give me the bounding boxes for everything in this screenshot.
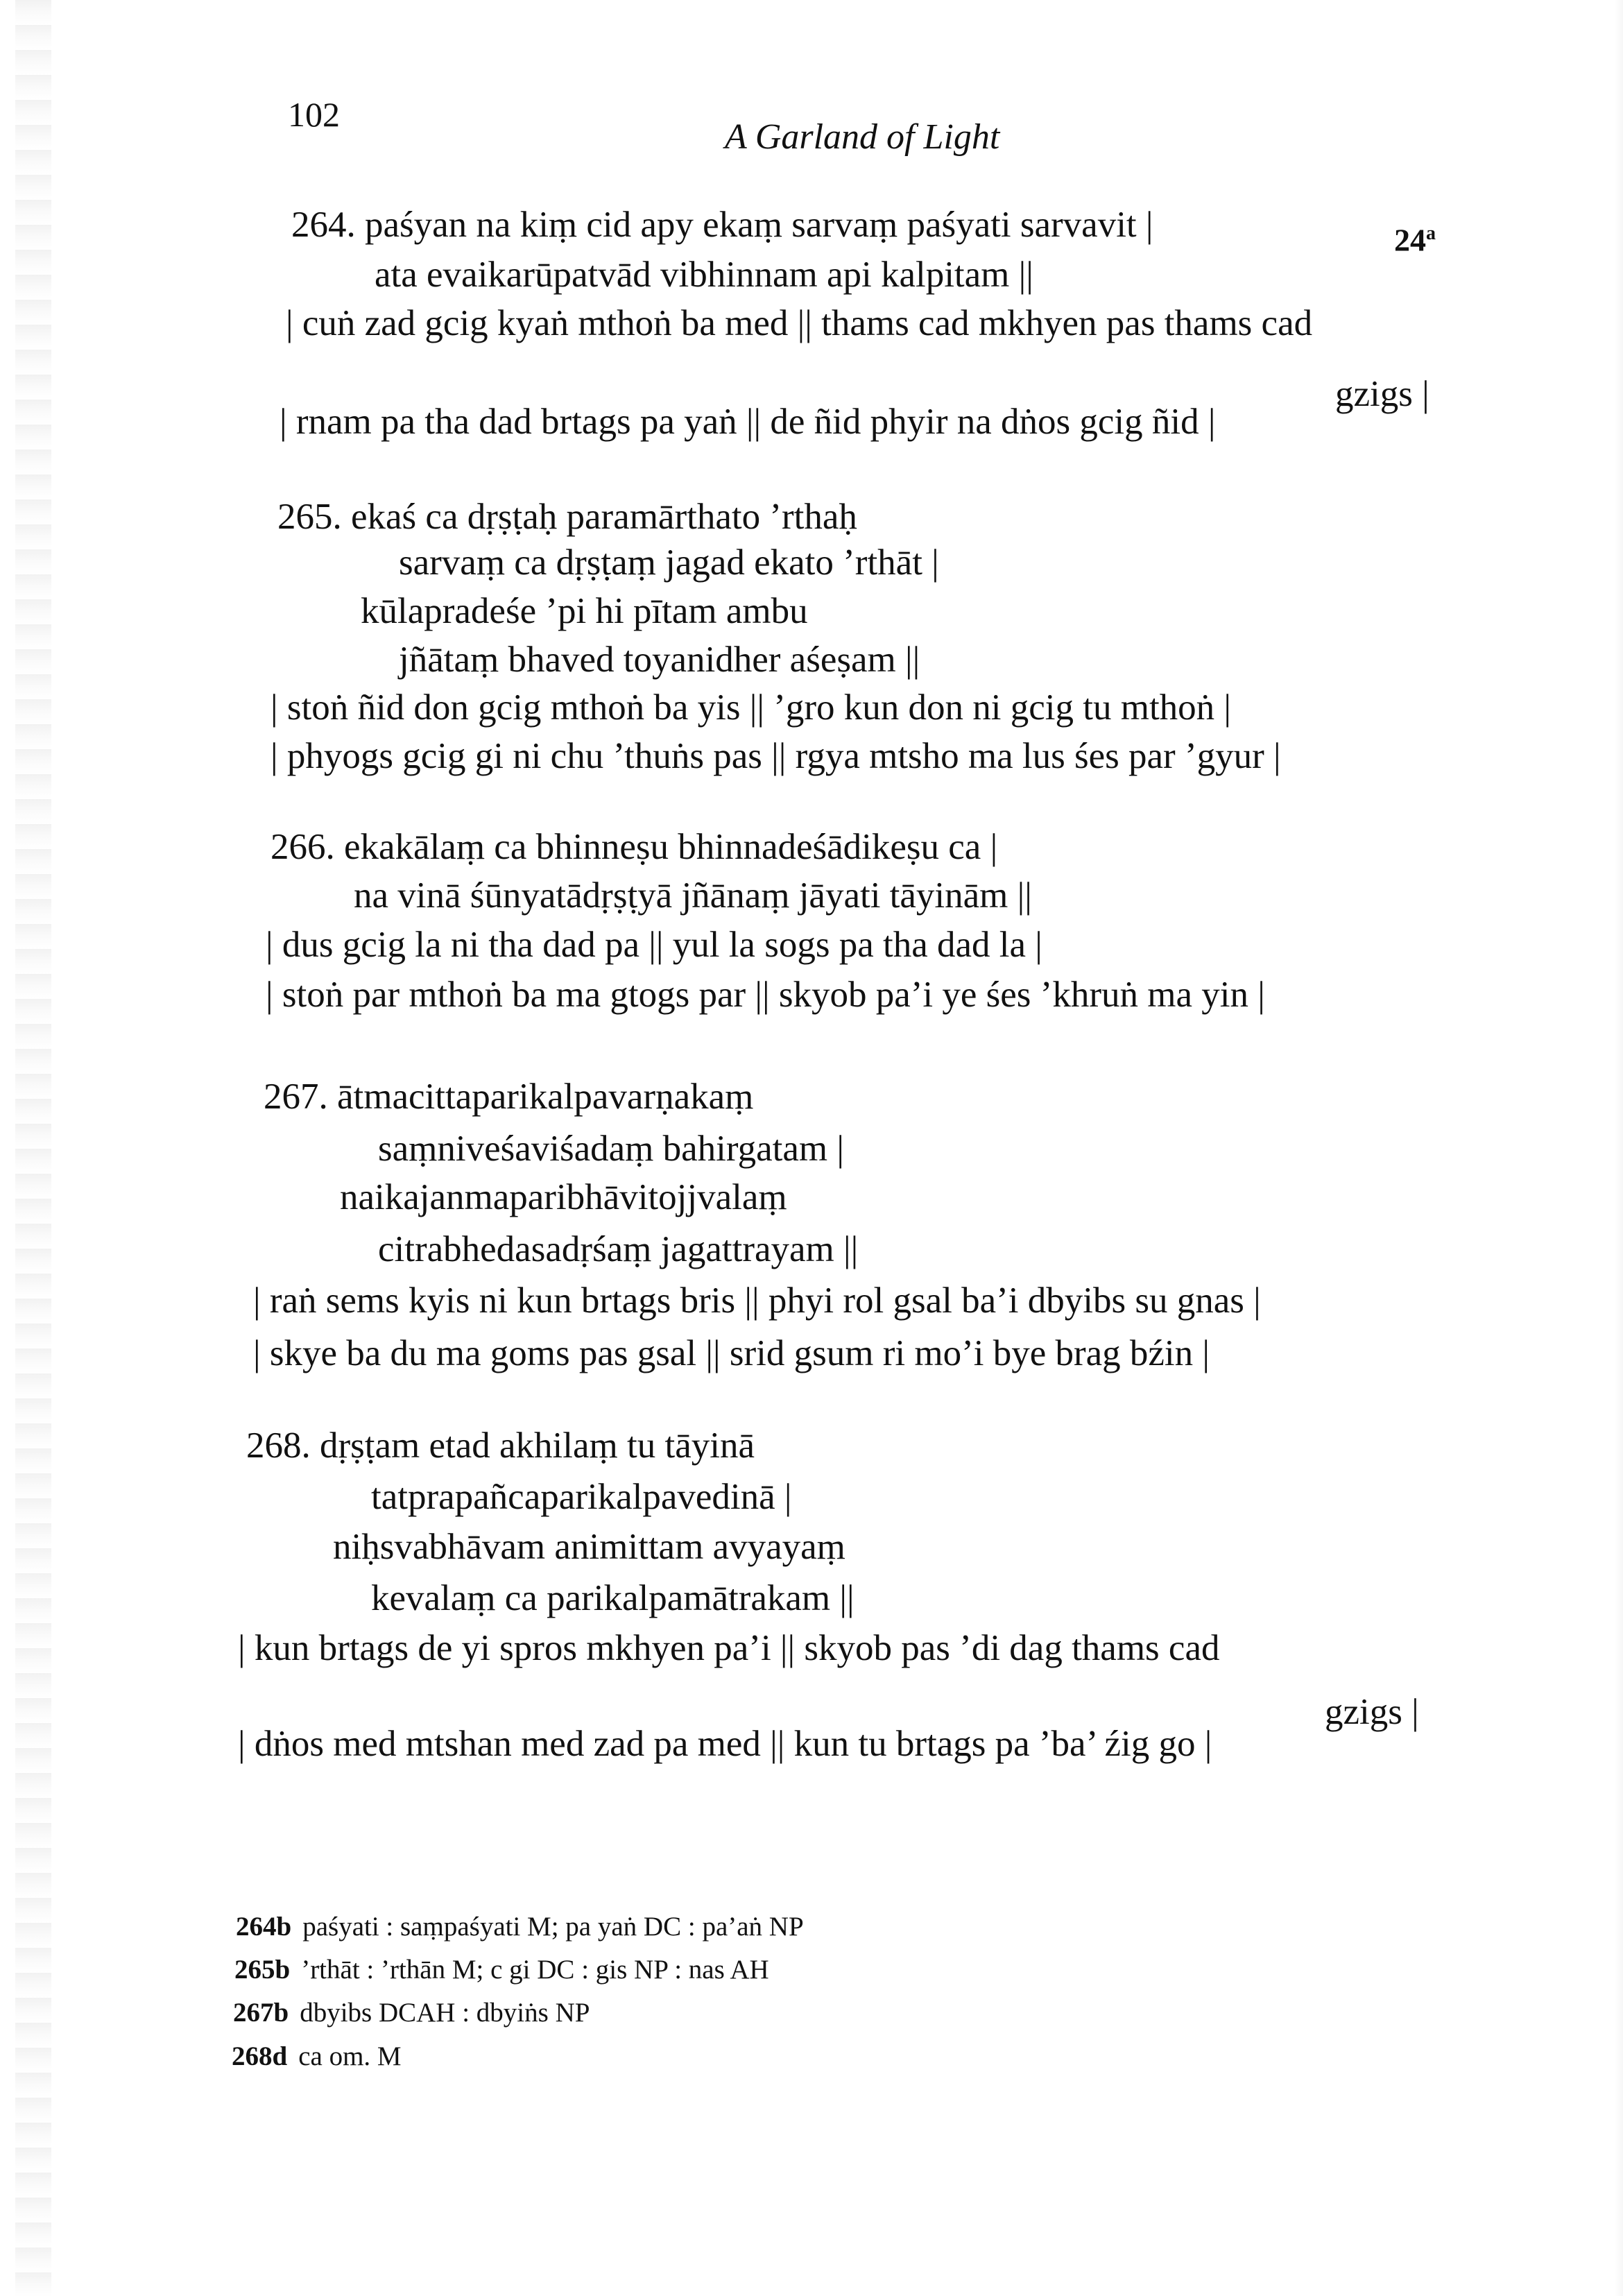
page-number: 102 xyxy=(288,95,340,134)
footnote-265b xyxy=(234,1956,769,1983)
footnote-267b xyxy=(233,1999,590,2026)
verse-268-line-1: 268. dṛṣṭam etad akhilaṃ tu tāyinā xyxy=(246,1425,755,1466)
margin-reference xyxy=(1394,224,1436,256)
scan-left-edge xyxy=(15,0,51,2296)
margin-reference-sup: a xyxy=(1426,223,1436,244)
running-head: A Garland of Light xyxy=(725,117,1000,157)
footnote-text: paśyati : saṃpaśyati M; pa yaṅ DC : pa’aṅ NP xyxy=(302,1912,804,1942)
verse-264-line-4: gzigs | xyxy=(1335,374,1429,414)
verse-267-line-3: naikajanmaparibhāvitojjvalaṃ xyxy=(340,1177,787,1217)
verse-264-line-5: | rnam pa tha dad brtags pa yaṅ || de ñid phyir na dṅos gcig ñid | xyxy=(280,402,1216,442)
verse-267-line-5: | raṅ sems kyis ni kun brtags bris || phyi rol gsal ba’i dbyibs su gnas | xyxy=(253,1280,1261,1321)
verse-266-line-4: | stoṅ par mthoṅ ba ma gtogs par || skyob pa’i ye śes ’khruṅ ma yin | xyxy=(266,975,1265,1015)
verse-267-line-4: citrabhedasadṛśaṃ jagattrayam || xyxy=(378,1229,859,1269)
verse-266-line-2: na vinā śūnyatādṛṣṭyā jñānaṃ jāyati tāyinām || xyxy=(354,875,1032,916)
footnote-text: dbyibs DCAH : dbyiṅs NP xyxy=(300,1998,590,2028)
verse-264-line-3: | cuṅ zad gcig kyaṅ mthoṅ ba med || thams cad mkhyen pas thams cad xyxy=(286,303,1313,343)
verse-268-line-4: kevalaṃ ca parikalpamātrakam || xyxy=(371,1578,855,1618)
verse-268-line-3: niḥsvabhāvam animittam avyayaṃ xyxy=(333,1527,845,1567)
verse-265-line-4: jñātaṃ bhaved toyanidher aśeṣam || xyxy=(399,640,920,680)
footnote-label: 268d xyxy=(232,2041,288,2071)
footnote-text: ’rthāt : ’rthān M; c gi DC : gis NP : nas AH xyxy=(301,1955,769,1985)
footnote-label: 264b xyxy=(236,1912,292,1942)
verse-268-line-2: tatprapañcaparikalpavedinā | xyxy=(371,1477,792,1517)
footnote-268d xyxy=(232,2043,402,2070)
verse-264-line-2: ata evaikarūpatvād vibhinnam api kalpitam || xyxy=(375,255,1033,295)
verse-267-line-2: saṃniveśaviśadaṃ bahirgatam | xyxy=(378,1129,844,1169)
verse-267-line-1: 267. ātmacittaparikalpavarṇakaṃ xyxy=(264,1077,754,1117)
verse-268-line-7: | dṅos med mtshan med zad pa med || kun tu brtags pa ’ba’ źig go | xyxy=(238,1724,1212,1764)
verse-267-line-6: | skye ba du ma goms pas gsal || srid gsum ri mo’i bye brag bźin | xyxy=(253,1333,1210,1373)
footnote-label: 267b xyxy=(233,1998,289,2028)
scan-right-edge xyxy=(1615,0,1623,2296)
footnote-label: 265b xyxy=(234,1955,291,1985)
verse-266-line-1: 266. ekakālaṃ ca bhinneṣu bhinnadeśādikeṣu ca | xyxy=(270,827,998,867)
verse-265-line-1: 265. ekaś ca dṛṣṭaḥ paramārthato ’rthaḥ xyxy=(277,497,857,537)
verse-268-line-6: gzigs | xyxy=(1325,1692,1419,1732)
margin-reference-number: 24 xyxy=(1394,222,1426,258)
verse-265-line-5: | stoṅ ñid don gcig mthoṅ ba yis || ’gro kun don ni gcig tu mthoṅ | xyxy=(270,687,1232,728)
verse-266-line-3: | dus gcig la ni tha dad pa || yul la sogs pa tha dad la | xyxy=(266,925,1042,965)
verse-265-line-6: | phyogs gcig gi ni chu ’thuṅs pas || rgya mtsho ma lus śes par ’gyur | xyxy=(270,736,1281,776)
verse-265-line-3: kūlapradeśe ’pi hi pītam ambu xyxy=(361,591,808,631)
footnote-text: ca om. M xyxy=(298,2041,402,2071)
verse-265-line-2: sarvaṃ ca dṛṣṭaṃ jagad ekato ’rthāt | xyxy=(399,542,939,583)
verse-264-line-1: 264. paśyan na kiṃ cid apy ekaṃ sarvaṃ paśyati sarvavit | xyxy=(291,205,1153,245)
verse-268-line-5: | kun brtags de yi spros mkhyen pa’i || skyob pas ’di dag thams cad xyxy=(238,1628,1220,1668)
footnote-264b xyxy=(236,1913,804,1940)
